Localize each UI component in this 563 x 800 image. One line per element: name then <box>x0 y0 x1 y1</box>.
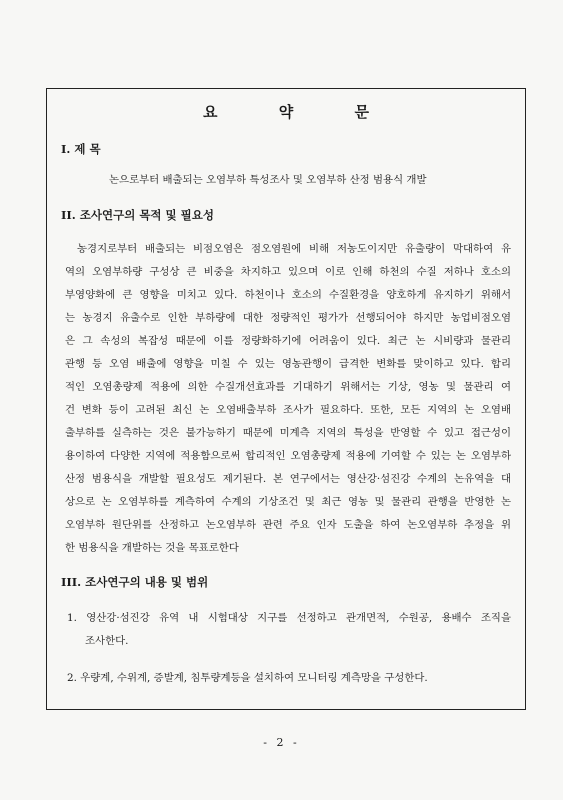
summary-frame <box>46 88 526 710</box>
paragraph-line: 는 농경지 유출수로 인한 부하량에 대한 정량적인 평가가 선행되어야 하지만 농업비점오염 <box>65 312 511 324</box>
list-item: 1. 영산강·섬진강 유역 내 시험대상 지구를 선정하고 관개면적, 수원공, 용배수 조직을 <box>67 612 511 624</box>
page-title: 요 약 문 <box>203 103 397 121</box>
paragraph-line: 은 그 속성의 복잡성 때문에 이를 정량화하기에 어려움이 있다. 최근 논 시비량과 물관리 <box>65 335 511 347</box>
paragraph-line: 부영양화에 큰 영향을 미치고 있다. 하천이나 호소의 수질환경을 양호하게 유지하기 위해서 <box>65 289 511 301</box>
paragraph-line: 산정 범용식을 개발할 필요성도 제기된다. 본 연구에서는 영산강·섬진강 수계의 논유역을 대 <box>65 473 511 485</box>
paragraph-line: 건 변화 등이 고려된 최신 논 오염배출부하 조사가 필요하다. 또한, 모든 지역의 논 오염배 <box>65 404 511 416</box>
paragraph-line: 농경지로부터 배출되는 비점오염은 점오염원에 비해 저농도이지만 유출량이 막대하여 유 <box>77 243 511 255</box>
section-heading-scope: III. 조사연구의 내용 및 범위 <box>61 575 209 589</box>
section-heading-purpose: II. 조사연구의 목적 및 필요성 <box>61 208 214 222</box>
section-heading-title: I. 제 목 <box>61 142 101 156</box>
paragraph-line: 오염부하 원단위를 산정하고 논오염부하 관련 주요 인자 도출을 하여 논오염부하 추정을 위 <box>65 519 511 531</box>
paragraph-line: 한 범용식을 개발하는 것을 목표로한다 <box>65 542 239 554</box>
paragraph-line: 적인 오염총량제 적용에 의한 수질개선효과를 기대하기 위해서는 기상, 영농 및 물관리 여 <box>65 381 511 393</box>
paragraph-line: 상으로 논 오염부하를 계측하여 수계의 기상조건 및 최근 영농 및 물관리 관행을 반영한 논 <box>65 496 511 508</box>
page-number: - 2 - <box>263 736 300 749</box>
research-title-text: 논으로부터 배출되는 오염부하 특성조사 및 오염부하 산정 범용식 개발 <box>109 174 427 186</box>
list-item: 2. 우량계, 수위계, 증발계, 침투량계등을 설치하여 모니터링 계측망을 구성한다. <box>67 672 428 684</box>
paragraph-line: 관행 등 오염 배출에 영향을 미칠 수 있는 영농관행이 급격한 변화를 맞이하고 있다. 합리 <box>65 358 511 370</box>
list-item-continuation: 조사한다. <box>85 635 129 647</box>
paragraph-line: 역의 오염부하량 구성상 큰 비중을 차지하고 있으며 이로 인해 하천의 수질 저하나 호소의 <box>65 266 511 278</box>
paragraph-line: 출부하를 실측하는 것은 불가능하기 때문에 미계측 지역의 특성을 반영할 수 있고 접근성이 <box>65 427 511 439</box>
paragraph-line: 용이하여 다양한 지역에 적용함으로써 합리적인 오염총량제 적용에 기여할 수 있는 논 오염부하 <box>65 450 511 462</box>
